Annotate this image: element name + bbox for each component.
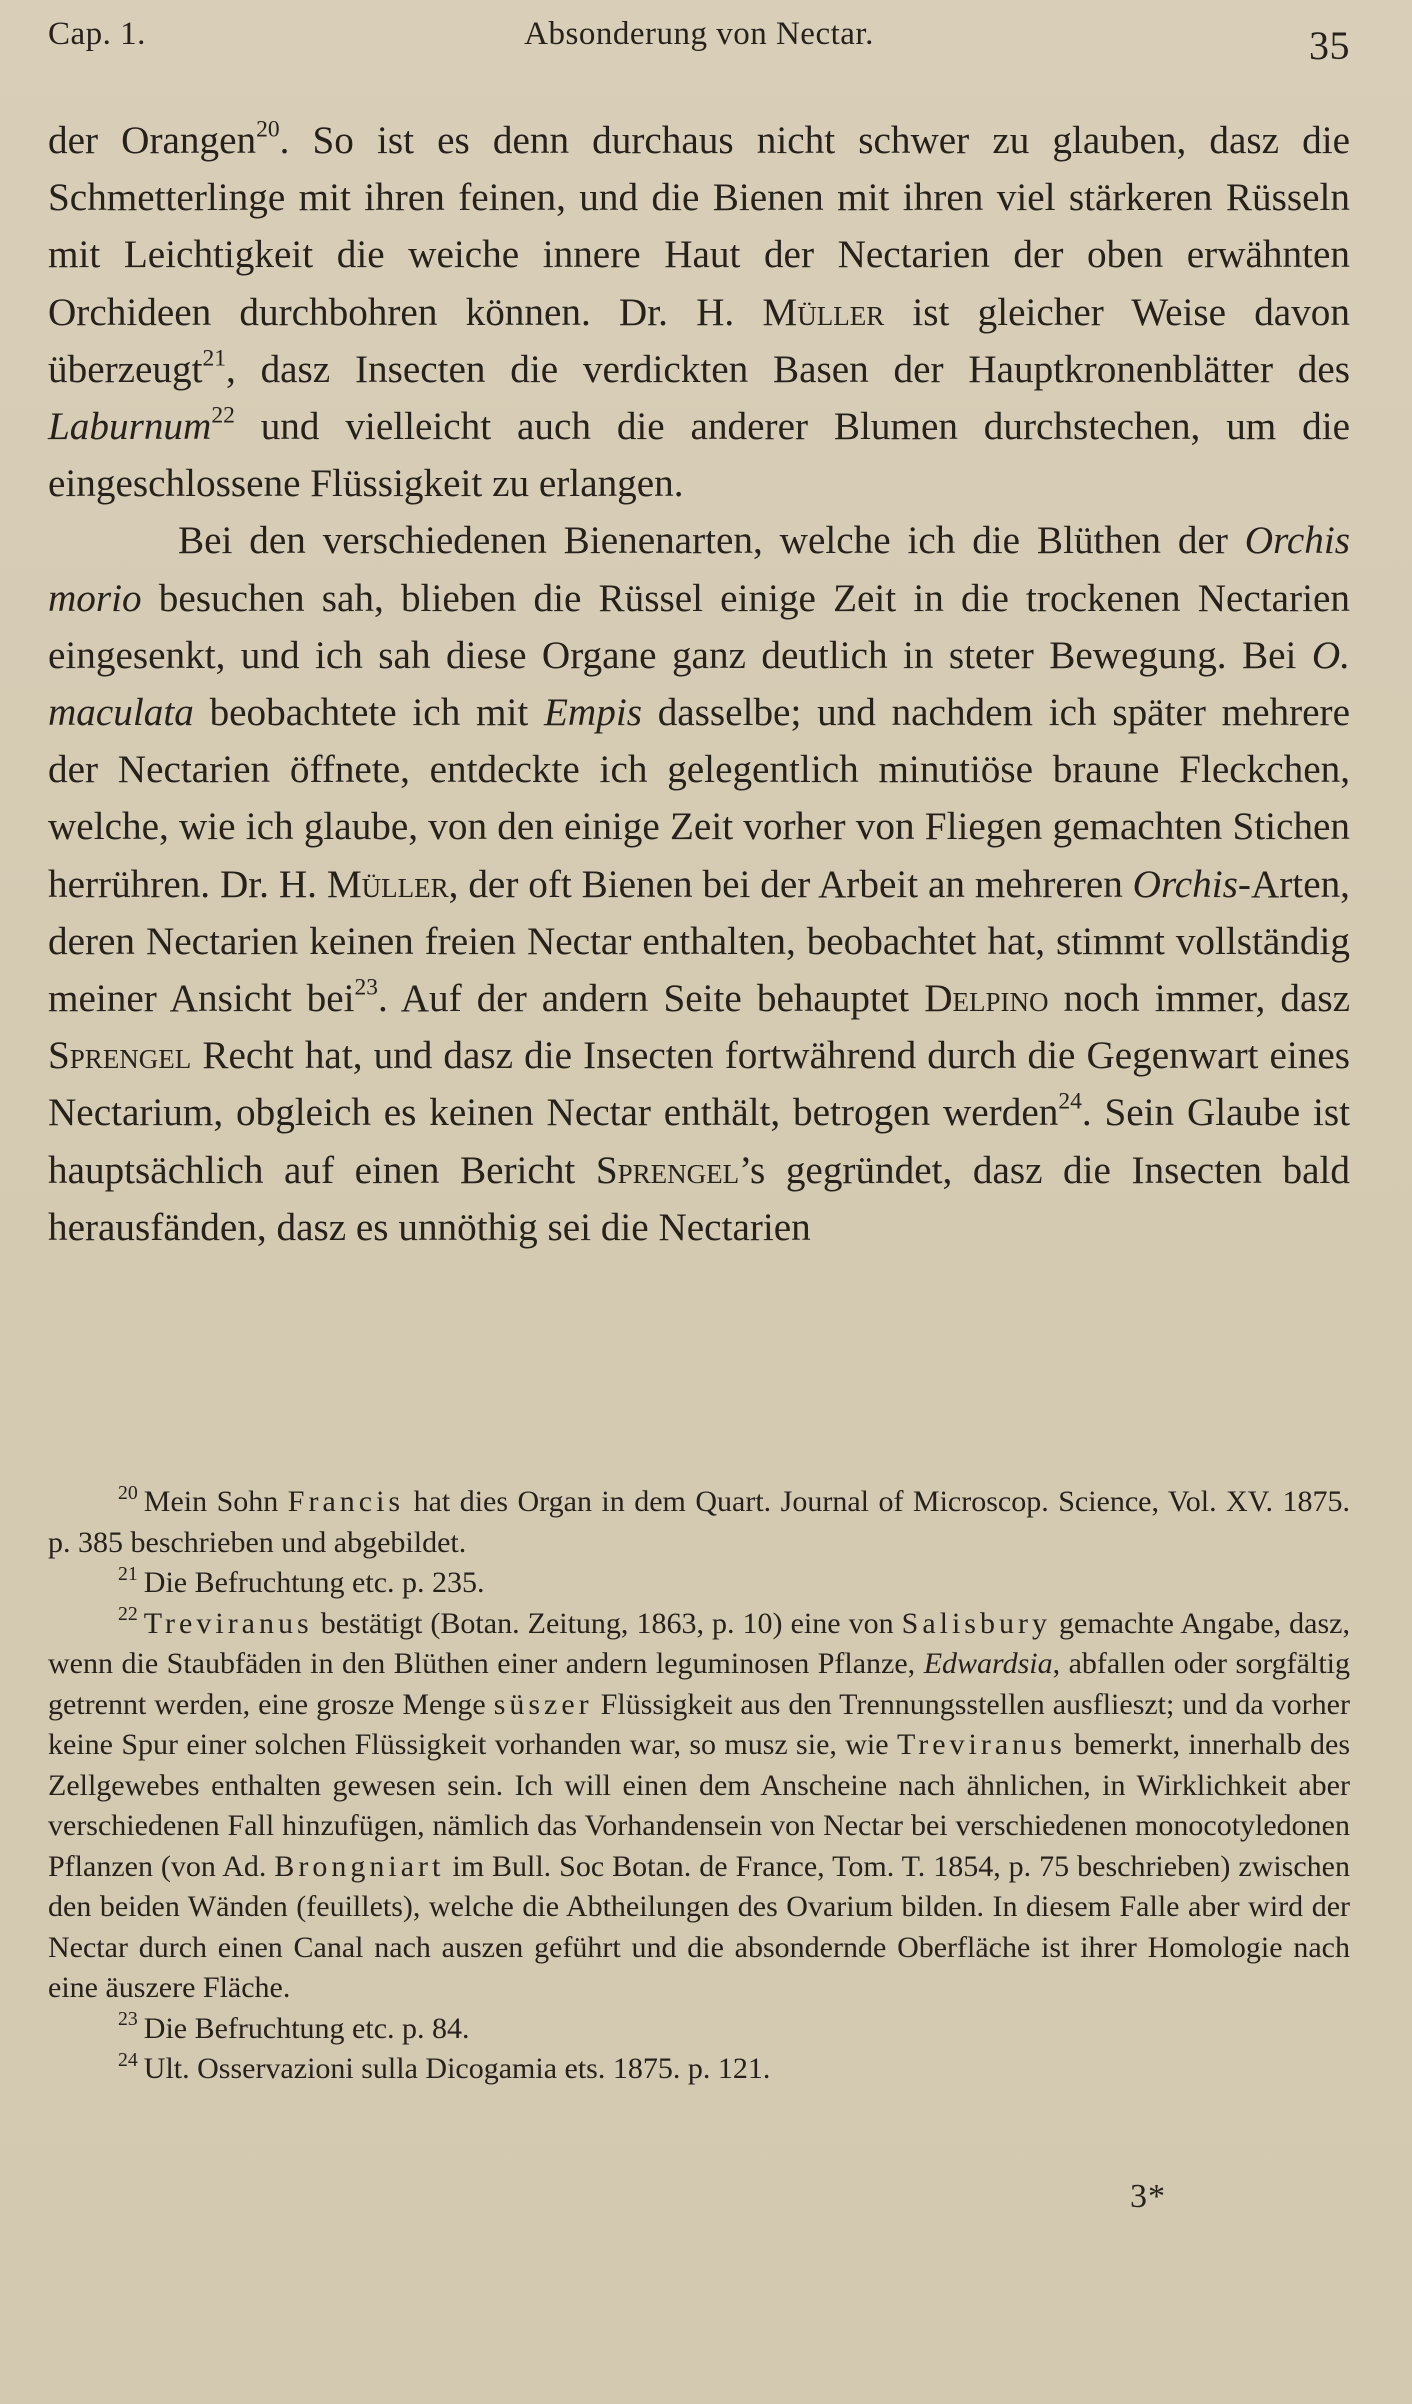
author-name-sprengel: Sprengel	[48, 1034, 192, 1078]
footnote-number: 24	[118, 2048, 138, 2071]
footnote-text: Flüssigkeit aus den Trennungsstellen ausflieszt; und da vorher keine Spur einer solchen Flüssigkeit vorhanden war, so musz sie, wie	[48, 1687, 1350, 1761]
paragraph-2	[48, 512, 1350, 1256]
author-name-sprengel: Sprengel	[595, 1148, 740, 1192]
author-name-muller: Müller	[326, 862, 449, 906]
footnote-21	[48, 1563, 1350, 1604]
text-run: -Arten, deren Nectarien keinen freien Nectar enthalten, beobachtet hat, stimmt vollständig meiner Ansicht bei	[48, 862, 1350, 1021]
genus-name-laburnum: Laburnum	[48, 405, 212, 449]
footnote-text: bestätigt (Botan. Zeitung, 1863, p. 10) eine von	[312, 1606, 902, 1640]
footnotes-section	[48, 1482, 1350, 2090]
footnote-text: , abfallen oder sorgfältig getrennt werden, eine grosze Menge	[48, 1647, 1350, 1721]
footnote-number: 21	[118, 1562, 138, 1585]
text-run: Bei den verschiedenen Bienenarten, welche ich die Blüthen der	[178, 519, 1245, 563]
person-name-brongniart: Brongniart	[274, 1849, 445, 1883]
footnote-number: 20	[118, 1481, 138, 1504]
footnote-text: gemachte Angabe, dasz, wenn die Staubfäden in den Blüthen einer andern leguminosen Pflanze,	[48, 1606, 1350, 1680]
main-text	[48, 112, 1350, 1256]
footnote-20	[48, 1482, 1350, 1563]
species-name-o-maculata: O. maculata	[48, 633, 1350, 735]
species-name-orchis-morio: Orchis morio	[48, 519, 1350, 620]
person-name-francis: Francis	[287, 1485, 405, 1518]
text-run: Recht hat, und dasz die Insecten fortwährend durch die Gegenwart eines Nectarium, obgleich es keinen Nectar enthält, betrogen werden	[48, 1034, 1350, 1135]
footnote-number: 23	[118, 2008, 138, 2031]
printer-signature-mark: 3*	[1130, 2178, 1166, 2215]
footnote-ref-21: 21	[202, 345, 227, 372]
footnote-text: Die Befruchtung etc. p. 235.	[143, 1566, 485, 1599]
text-run: besuchen sah, blieben die Rüssel einige Zeit in die trockenen Nectarien eingesenkt, und ich sah diese Organe ganz deutlich in steter Bewegung. Bei	[48, 576, 1350, 677]
text-run: . So ist es denn durchaus nicht schwer zu glauben, dasz die Schmetterlinge mit ihren feinen, und die Bienen mit ihren viel stärkeren Rüsseln mit Leichtigkeit die weiche innere Haut der Nectarien der oben erwähnten Orchideen durchbohren können. Dr. H.	[48, 119, 1350, 334]
page-number: 35	[1309, 23, 1350, 68]
text-run: beobachtete ich mit	[193, 691, 544, 735]
text-run: der Orangen	[48, 119, 257, 162]
author-name-delpino: Delpino	[924, 977, 1049, 1021]
text-run: ’s gegründet, dasz die Insecten bald herausfänden, dasz es unnöthig sei die Nectarien	[48, 1148, 1351, 1249]
footnote-text: Ult. Osservazioni sulla Dicogamia ets. 1875. p. 121.	[143, 2052, 771, 2085]
text-run: . Auf der andern Seite behauptet	[378, 977, 925, 1021]
running-header	[48, 12, 1350, 68]
text-run: , der oft Bienen bei der Arbeit an mehreren	[448, 862, 1133, 906]
emphasis-suszer: süszer	[493, 1687, 593, 1721]
footnote-23	[48, 2009, 1350, 2050]
chapter-label: Cap. 1.	[48, 16, 146, 52]
genus-name-empis: Empis	[544, 691, 642, 735]
footnote-24	[48, 2049, 1350, 2090]
person-name-treviranus: Treviranus	[896, 1728, 1066, 1761]
text-run: . Sein Glaube ist hauptsächlich auf einen Bericht	[48, 1091, 1350, 1192]
footnote-text: bemerkt, innerhalb des Zellgewebes enthalten gewesen sein. Ich will einen dem Anscheine nach ähnlichen, in Wirklichkeit aber verschiedenen Fall hinzufügen, nämlich das Vorhandensein von Nectar bei verschiedenen monocotyledonen Pflanzen (von Ad.	[48, 1728, 1350, 1883]
paragraph-1	[48, 112, 1350, 512]
text-run: dasselbe; und nachdem ich später mehrere der Nectarien öffnete, entdeckte ich gelegentlich minutiöse braune Fleckchen, welche, wie ich glaube, von den einige Zeit vorher von Fliegen gemachten Stichen herrühren. Dr. H.	[48, 691, 1350, 906]
running-title: Absonderung von Nectar.	[524, 16, 874, 52]
text-run: ist gleicher Weise davon überzeugt	[48, 290, 1350, 391]
text-run: , dasz Insecten die verdickten Basen der Hauptkronenblätter des	[226, 347, 1350, 391]
genus-name-edwardsia: Edwardsia	[923, 1647, 1053, 1680]
footnote-ref-24: 24	[1058, 1089, 1082, 1115]
person-name-salisbury: Salisbury	[901, 1606, 1051, 1640]
footnote-number: 22	[118, 1603, 138, 1626]
footnote-ref-20: 20	[256, 116, 280, 143]
text-run: und vielleicht auch die anderer Blumen durchstechen, um die eingeschlossene Flüssigkeit zu erlangen.	[48, 405, 1350, 506]
footnote-ref-22: 22	[211, 402, 235, 429]
footnote-text: im Bull. Soc Botan. de France, Tom. T. 1854, p. 75 beschrieben) zwischen den beiden Wänden (feuillets), welche die Abtheilungen des Ovarium bilden. In diesem Falle aber wird der Nectar durch einen Canal nach auszen geführt und die absondernde Oberfläche ist ihrer Homologie nach eine äuszere Fläche.	[48, 1849, 1350, 2004]
person-name-treviranus: Treviranus	[143, 1606, 313, 1640]
author-name-muller: Müller	[762, 290, 885, 334]
text-run: noch immer, dasz	[1048, 977, 1350, 1021]
footnote-22	[48, 1604, 1350, 2009]
genus-name-orchis: Orchis	[1132, 862, 1238, 906]
footnote-text: hat dies Organ in dem Quart. Journal of Microscop. Science, Vol. XV. 1875. p. 385 beschrieben und abgebildet.	[48, 1485, 1350, 1559]
footnote-text: Mein Sohn	[143, 1485, 288, 1518]
footnote-ref-23: 23	[354, 974, 379, 1001]
footnote-text: Die Befruchtung etc. p. 84.	[143, 2011, 470, 2045]
